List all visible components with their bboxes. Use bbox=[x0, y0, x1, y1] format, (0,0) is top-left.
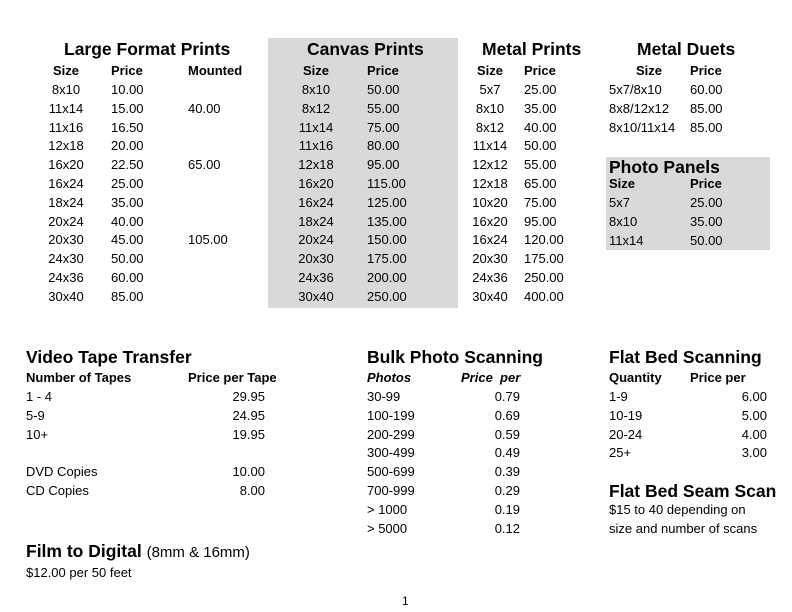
metal-row-size: 11x14 bbox=[472, 138, 508, 154]
metal-duets-title: Metal Duets bbox=[637, 39, 736, 59]
photo-panels-row-size: 11x14 bbox=[609, 232, 644, 248]
canvas-row-size: 20x24 bbox=[298, 232, 334, 248]
bulk-row-price: 0.12 bbox=[494, 520, 520, 536]
canvas-row-price: 135.00 bbox=[367, 213, 407, 229]
canvas-row-size: 24x36 bbox=[298, 270, 334, 285]
metal-row-size: 20x30 bbox=[472, 251, 508, 267]
large-format-row-price: 25.00 bbox=[111, 176, 144, 191]
large-format-header-price: Price bbox=[111, 63, 143, 78]
large-format-row-size: 24x30 bbox=[48, 251, 84, 267]
bulk-header-price: Price per bbox=[461, 370, 521, 385]
photo-panels-row-size: 8x10 bbox=[609, 213, 638, 229]
video-header-price: Price per Tape bbox=[188, 370, 277, 385]
metal-row-price: 95.00 bbox=[524, 213, 557, 229]
photo-panels-row-price: 50.00 bbox=[690, 232, 723, 248]
metal-duets-row-price: 60.00 bbox=[690, 82, 723, 97]
metal-row-price: 120.00 bbox=[524, 232, 564, 248]
page-number: 1 bbox=[402, 594, 409, 608]
metal-row-price: 50.00 bbox=[524, 138, 557, 154]
flatbed-row-price: 4.00 bbox=[741, 426, 767, 442]
video-row-price: 19.95 bbox=[232, 426, 265, 442]
large-format-row-size: 11x14 bbox=[48, 100, 84, 116]
canvas-row-size: 20x30 bbox=[298, 251, 334, 267]
canvas-row-size: 11x14 bbox=[298, 119, 334, 135]
metal-row-price: 400.00 bbox=[524, 288, 564, 304]
flatbed-row-quantity: 10-19 bbox=[609, 407, 643, 423]
bulk-row-price: 0.69 bbox=[494, 407, 520, 423]
bulk-row-price: 0.19 bbox=[494, 501, 520, 517]
large-format-row-size: 24x36 bbox=[48, 270, 84, 285]
seam-line-1: $15 to 40 depending on bbox=[609, 502, 746, 517]
flatbed-row-quantity: 20-24 bbox=[609, 426, 643, 442]
canvas-row-price: 250.00 bbox=[367, 288, 407, 304]
large-format-row-size: 30x40 bbox=[48, 288, 84, 304]
video-copies-row-price: 8.00 bbox=[239, 482, 265, 498]
large-format-header-mounted: Mounted bbox=[188, 63, 243, 78]
video-row-tapes: 1 - 4 bbox=[26, 389, 53, 404]
metal-row-size: 16x20 bbox=[472, 213, 508, 229]
large-format-row-mounted: 65.00 bbox=[188, 157, 221, 173]
large-format-row-price: 45.00 bbox=[111, 232, 144, 248]
large-format-row-mounted: 40.00 bbox=[188, 100, 221, 116]
seam-line-2: size and number of scans bbox=[609, 521, 758, 536]
bulk-row-price: 0.59 bbox=[494, 426, 520, 442]
large-format-row-price: 20.00 bbox=[111, 138, 144, 154]
video-copies-row-label: CD Copies bbox=[26, 482, 89, 498]
bulk-row-photos: 30-99 bbox=[367, 389, 401, 404]
bulk-row-price: 0.39 bbox=[494, 464, 520, 480]
photo-panels-row-size: 5x7 bbox=[609, 195, 630, 210]
flatbed-row-quantity: 1-9 bbox=[609, 389, 628, 404]
metal-duets-row-size: 8x10/11x14 bbox=[609, 119, 676, 135]
large-format-row-price: 15.00 bbox=[111, 100, 144, 116]
metal-row-size: 16x24 bbox=[472, 232, 508, 248]
video-row-price: 29.95 bbox=[232, 389, 265, 404]
video-header-tapes: Number of Tapes bbox=[26, 370, 132, 385]
canvas-row-size: 16x24 bbox=[298, 194, 334, 210]
canvas-prints-background bbox=[268, 38, 458, 308]
photo-panels-header-price: Price bbox=[690, 176, 722, 191]
metal-row-size: 12x18 bbox=[472, 176, 508, 191]
canvas-row-price: 175.00 bbox=[367, 251, 407, 267]
flatbed-row-quantity: 25+ bbox=[609, 445, 632, 461]
flatbed-title: Flat Bed Scanning bbox=[609, 347, 762, 367]
large-format-row-price: 85.00 bbox=[111, 288, 144, 304]
canvas-header-price: Price bbox=[367, 63, 399, 78]
large-format-row-size: 11x16 bbox=[48, 119, 84, 135]
metal-header-price: Price bbox=[524, 63, 556, 78]
large-format-row-price: 35.00 bbox=[111, 194, 144, 210]
film-title bbox=[26, 541, 250, 562]
canvas-row-size: 12x18 bbox=[298, 157, 334, 173]
video-row-tapes: 10+ bbox=[26, 426, 49, 442]
canvas-row-price: 50.00 bbox=[367, 82, 400, 97]
large-format-row-size: 8x10 bbox=[51, 82, 81, 97]
large-format-row-size: 20x24 bbox=[48, 213, 84, 229]
photo-panels-row-price: 35.00 bbox=[690, 213, 723, 229]
canvas-row-price: 80.00 bbox=[367, 138, 400, 154]
canvas-title: Canvas Prints bbox=[307, 39, 424, 59]
metal-row-price: 35.00 bbox=[524, 100, 557, 116]
flatbed-row-price: 3.00 bbox=[741, 445, 767, 461]
canvas-row-price: 95.00 bbox=[367, 157, 400, 173]
video-title: Video Tape Transfer bbox=[26, 347, 192, 367]
film-title-main: Film to Digital bbox=[26, 541, 142, 561]
canvas-row-size: 16x20 bbox=[298, 176, 334, 191]
bulk-row-photos: 200-299 bbox=[367, 426, 415, 442]
canvas-row-size: 11x16 bbox=[298, 138, 334, 154]
large-format-row-size: 18x24 bbox=[48, 194, 84, 210]
canvas-row-size: 8x10 bbox=[301, 82, 331, 97]
large-format-row-price: 16.50 bbox=[111, 119, 144, 135]
bulk-row-photos: 700-999 bbox=[367, 483, 415, 498]
bulk-row-photos: 300-499 bbox=[367, 445, 415, 461]
film-title-sub: (8mm & 16mm) bbox=[146, 544, 250, 561]
metal-row-size: 30x40 bbox=[472, 288, 508, 304]
large-format-row-mounted: 105.00 bbox=[188, 232, 228, 248]
large-format-row-price: 60.00 bbox=[111, 270, 144, 285]
bulk-row-price: 0.79 bbox=[494, 389, 520, 404]
large-format-row-size: 12x18 bbox=[48, 138, 84, 154]
large-format-row-price: 40.00 bbox=[111, 213, 144, 229]
canvas-row-price: 55.00 bbox=[367, 100, 400, 116]
canvas-row-size: 8x12 bbox=[301, 100, 331, 116]
metal-row-price: 250.00 bbox=[524, 270, 564, 285]
metal-duets-row-price: 85.00 bbox=[690, 100, 723, 116]
large-format-row-price: 22.50 bbox=[111, 157, 144, 173]
large-format-row-size: 20x30 bbox=[48, 232, 84, 248]
metal-row-size: 5x7 bbox=[479, 82, 501, 97]
canvas-row-price: 150.00 bbox=[367, 232, 407, 248]
metal-row-price: 175.00 bbox=[524, 251, 564, 267]
video-row-tapes: 5-9 bbox=[26, 407, 45, 423]
metal-row-size: 8x10 bbox=[475, 100, 505, 116]
bulk-title: Bulk Photo Scanning bbox=[367, 347, 543, 367]
bulk-header-photos: Photos bbox=[367, 370, 412, 385]
film-price: $12.00 per 50 feet bbox=[26, 565, 132, 580]
metal-row-price: 25.00 bbox=[524, 82, 557, 97]
metal-title: Metal Prints bbox=[482, 39, 582, 59]
metal-row-size: 24x36 bbox=[472, 270, 508, 285]
metal-row-price: 40.00 bbox=[524, 119, 557, 135]
bulk-row-photos: > 1000 bbox=[367, 501, 408, 517]
seam-title: Flat Bed Seam Scan bbox=[609, 481, 777, 501]
video-copies-row-price: 10.00 bbox=[232, 464, 265, 479]
canvas-row-price: 75.00 bbox=[367, 119, 400, 135]
bulk-row-photos: 100-199 bbox=[367, 407, 415, 423]
metal-duets-row-price: 85.00 bbox=[690, 119, 723, 135]
flatbed-header-price: Price per bbox=[690, 370, 746, 385]
video-copies-row-label: DVD Copies bbox=[26, 464, 98, 479]
canvas-row-price: 125.00 bbox=[367, 194, 407, 210]
photo-panels-row-price: 25.00 bbox=[690, 195, 723, 210]
canvas-row-price: 115.00 bbox=[367, 176, 406, 191]
metal-row-price: 55.00 bbox=[524, 157, 557, 173]
metal-row-price: 75.00 bbox=[524, 194, 557, 210]
metal-row-size: 12x12 bbox=[472, 157, 508, 173]
metal-row-price: 65.00 bbox=[524, 176, 557, 191]
large-format-row-size: 16x24 bbox=[48, 176, 84, 191]
flatbed-row-price: 6.00 bbox=[741, 389, 767, 404]
canvas-header-size: Size bbox=[302, 63, 329, 78]
large-format-row-size: 16x20 bbox=[48, 157, 84, 173]
metal-duets-header-price: Price bbox=[690, 63, 722, 78]
canvas-row-size: 18x24 bbox=[298, 213, 334, 229]
canvas-row-price: 200.00 bbox=[367, 270, 407, 285]
bulk-row-price: 0.29 bbox=[494, 483, 520, 498]
bulk-row-photos: > 5000 bbox=[367, 520, 408, 536]
large-format-title: Large Format Prints bbox=[64, 39, 231, 59]
flatbed-header-quantity: Quantity bbox=[609, 370, 662, 385]
metal-duets-row-size: 8x8/12x12 bbox=[609, 100, 669, 116]
canvas-row-size: 30x40 bbox=[298, 288, 334, 304]
metal-header-size: Size bbox=[476, 63, 503, 78]
metal-duets-header-size: Size bbox=[636, 63, 663, 78]
photo-panels-title: Photo Panels bbox=[609, 157, 720, 177]
metal-row-size: 8x12 bbox=[475, 119, 505, 135]
video-row-price: 24.95 bbox=[232, 407, 265, 423]
metal-row-size: 10x20 bbox=[472, 194, 508, 210]
large-format-header-size: Size bbox=[52, 63, 79, 78]
photo-panels-header-size: Size bbox=[609, 176, 636, 191]
metal-duets-row-size: 5x7/8x10 bbox=[609, 82, 662, 97]
flatbed-row-price: 5.00 bbox=[741, 407, 767, 423]
large-format-row-price: 10.00 bbox=[111, 82, 144, 97]
bulk-row-price: 0.49 bbox=[494, 445, 520, 461]
large-format-row-price: 50.00 bbox=[111, 251, 144, 267]
bulk-row-photos: 500-699 bbox=[367, 464, 415, 480]
